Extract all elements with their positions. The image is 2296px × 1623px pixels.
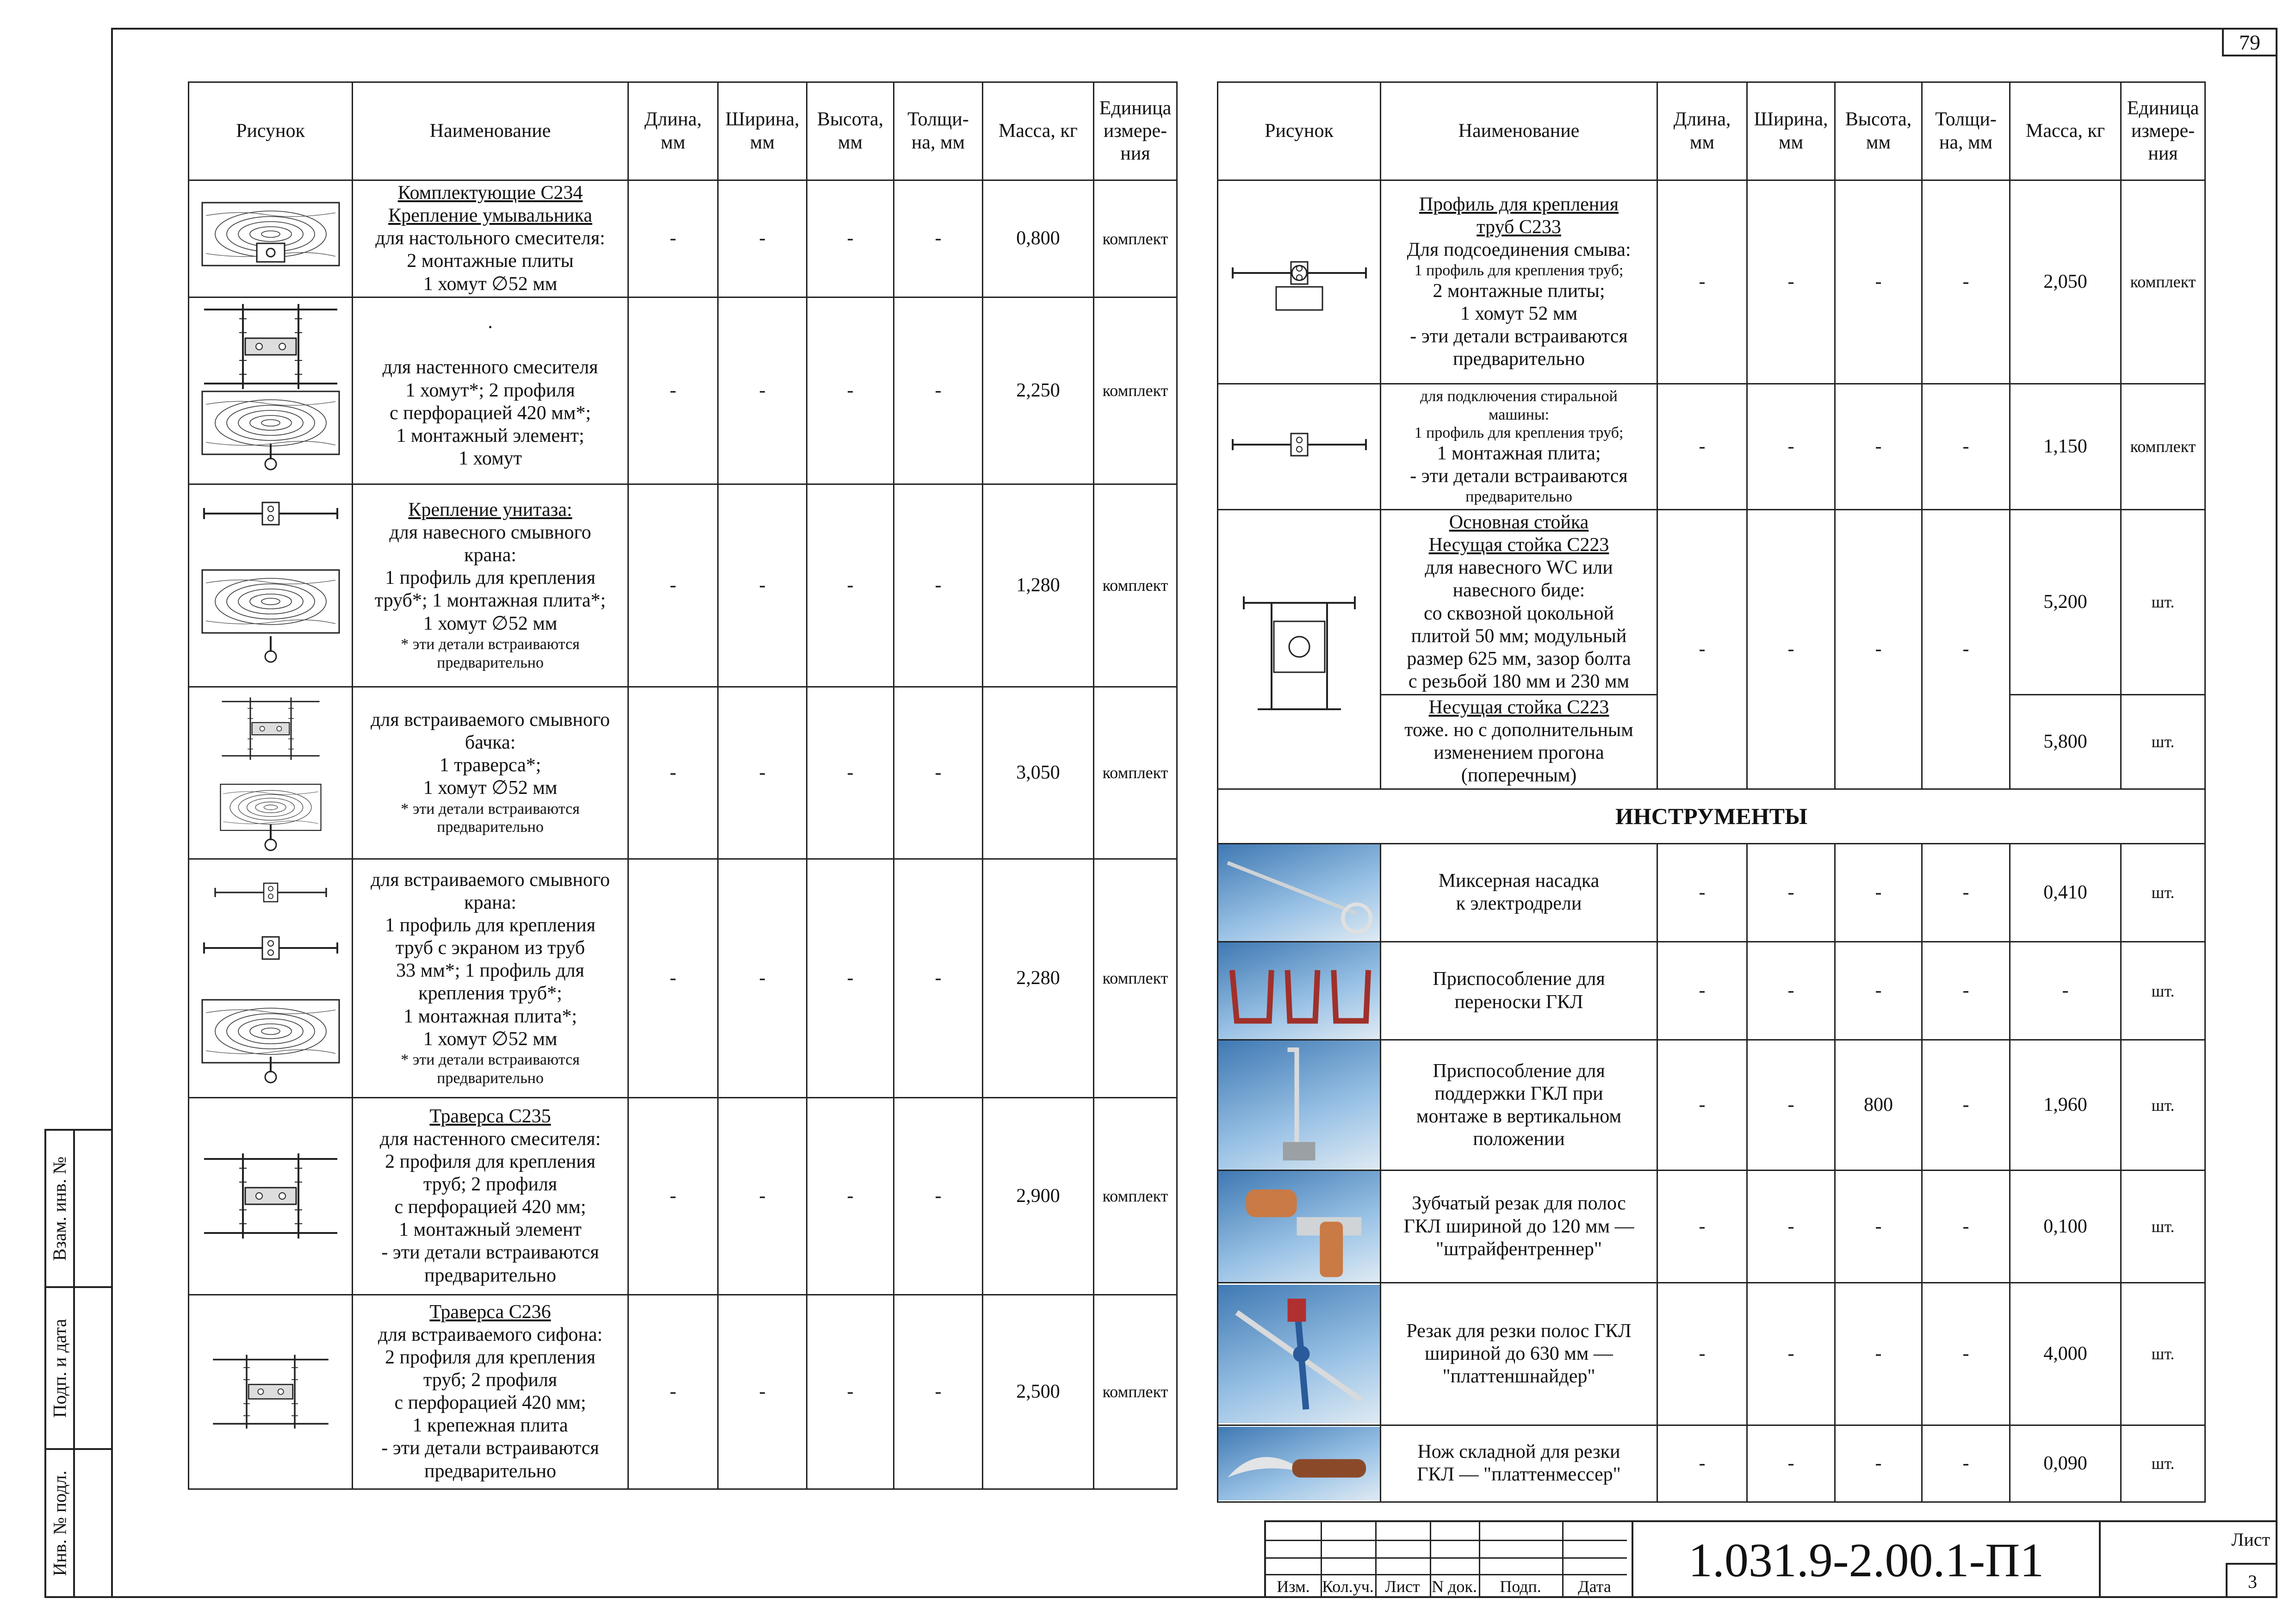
- item-line: бачка:: [465, 732, 516, 754]
- cell-height: -: [1835, 1425, 1922, 1502]
- item-title: Профиль для крепления: [1419, 193, 1619, 215]
- cell-mass: 5,800: [2010, 695, 2121, 789]
- cell-mass: 0,800: [983, 180, 1094, 297]
- item-line: для настенного смесителя:: [379, 1128, 601, 1150]
- cell-unit: шт.: [2121, 1040, 2205, 1171]
- item-line: Для подсоединения смыва:: [1407, 239, 1631, 260]
- item-line: труб*; 1 монтажная плита*;: [374, 590, 606, 612]
- header-unit: Единица измере-ния: [2121, 82, 2205, 180]
- item-line: 1 профиль для крепления: [385, 915, 596, 936]
- cell-unit: шт.: [2121, 510, 2205, 695]
- item-line: 1 монтажная плита;: [1437, 443, 1601, 465]
- tb-header-date: Дата: [1578, 1577, 1611, 1596]
- table-row: [1218, 180, 2205, 384]
- cell-unit: комплект: [1094, 297, 1177, 484]
- item-name: [1381, 1040, 1657, 1171]
- cell-mass: 2,050: [2010, 180, 2121, 384]
- item-name: [353, 180, 628, 297]
- cell-height: -: [807, 1097, 894, 1295]
- cell-mass: 2,900: [983, 1097, 1094, 1295]
- header-width: Ширина, мм: [718, 82, 807, 180]
- item-line: 2 профиля для крепления: [385, 1151, 596, 1172]
- sheet-label: Лист: [2231, 1529, 2270, 1550]
- item-line: предварительно: [1453, 348, 1585, 370]
- cell-thickness: -: [894, 1097, 983, 1295]
- item-line: поддержки ГКЛ при: [1434, 1083, 1603, 1104]
- item-note: предварительно: [437, 818, 544, 836]
- cell-thickness: -: [894, 484, 983, 687]
- item-name: [1381, 843, 1657, 942]
- cell-width: -: [1747, 1282, 1835, 1425]
- left-spec-table: [188, 81, 1178, 1490]
- cell-unit: комплект: [1094, 859, 1177, 1097]
- cell-thickness: -: [1922, 1171, 2010, 1282]
- stamp-cell-signature: [46, 1288, 111, 1450]
- item-line: переноски ГКЛ: [1454, 991, 1583, 1013]
- cell-height: -: [1835, 942, 1922, 1040]
- cell-length: -: [628, 1295, 718, 1489]
- table-row: [1218, 1425, 2205, 1502]
- cell-width: -: [718, 297, 807, 484]
- cell-mass: 1,280: [983, 484, 1094, 687]
- item-name: [353, 859, 628, 1097]
- cell-mass: 2,500: [983, 1295, 1094, 1489]
- table-row: [189, 297, 1177, 484]
- cell-mass: -: [2010, 942, 2121, 1040]
- photo-folding-knife: [1218, 1425, 1381, 1502]
- cell-mass: 4,000: [2010, 1282, 2121, 1425]
- cell-thickness: -: [1922, 843, 2010, 942]
- cell-unit: шт.: [2121, 1425, 2205, 1502]
- item-name: [1381, 384, 1657, 510]
- item-line: 1 хомут ∅52 мм: [423, 613, 558, 634]
- item-line: размер 625 мм, зазор болта: [1407, 648, 1631, 669]
- drawing-traverse-c236: [189, 1295, 353, 1489]
- item-line: Зубчатый резак для полос: [1412, 1193, 1626, 1214]
- item-line: к электродрели: [1456, 893, 1582, 915]
- cell-mass: 2,280: [983, 859, 1094, 1097]
- item-title: Крепление унитаза:: [408, 499, 572, 520]
- cell-length: -: [1657, 1171, 1747, 1282]
- item-line: для навесного WC или: [1425, 557, 1613, 579]
- header-length: Длина, мм: [628, 82, 718, 180]
- item-line: 1 хомут: [458, 447, 522, 469]
- cell-width: -: [1747, 942, 1835, 1040]
- table-row: [1218, 384, 2205, 510]
- drawing-traverse-c235: [189, 1097, 353, 1295]
- table-row: [189, 180, 1177, 297]
- cell-height: -: [1835, 180, 1922, 384]
- tb-header-count: Кол.уч.: [1322, 1577, 1374, 1596]
- drawing-support-stand-c223: [1218, 510, 1381, 789]
- item-line: "платтеншнайдер": [1442, 1365, 1595, 1387]
- table-row: [1218, 1282, 2205, 1425]
- cell-length: -: [1657, 180, 1747, 384]
- item-note: * эти детали встраиваются: [401, 635, 580, 653]
- item-line: 1 монтажная плита*;: [403, 1005, 577, 1027]
- cell-mass: 1,150: [2010, 384, 2121, 510]
- cell-height: -: [1835, 510, 1922, 789]
- item-title: Несущая стойка С223: [1428, 697, 1609, 718]
- item-line: для навесного смывного: [389, 522, 591, 544]
- item-name: [353, 1295, 628, 1489]
- item-line: для встраиваемого смывного: [370, 709, 610, 731]
- cell-width: -: [718, 687, 807, 859]
- item-note: предварительно: [437, 654, 544, 671]
- item-line: 1 профиль для крепления труб;: [1414, 424, 1624, 442]
- item-line: для настольного смесителя:: [375, 228, 605, 249]
- cell-width: -: [1747, 1425, 1835, 1502]
- cell-mass: 0,100: [2010, 1171, 2121, 1282]
- item-line: 2 монтажные плиты: [407, 250, 574, 272]
- header-mass: Масса, кг: [2010, 82, 2121, 180]
- photo-mixer-attachment: [1218, 843, 1381, 942]
- item-note: * эти детали встраиваются: [401, 1051, 580, 1068]
- item-line: предварительно: [424, 1264, 556, 1286]
- table-row: [189, 484, 1177, 687]
- sheet-number: 3: [2226, 1563, 2277, 1598]
- cell-unit: комплект: [1094, 484, 1177, 687]
- cell-thickness: -: [1922, 942, 2010, 1040]
- stamp-cell-replacement: [46, 1131, 111, 1288]
- item-line: со сквозной цокольной: [1423, 602, 1614, 624]
- table-row: [1218, 1040, 2205, 1171]
- item-name: [1381, 1171, 1657, 1282]
- item-line: труб с экраном из труб: [395, 937, 585, 959]
- item-note: предварительно: [437, 1069, 544, 1087]
- table-row: [189, 1295, 1177, 1489]
- cell-unit: шт.: [2121, 1282, 2205, 1425]
- photo-board-lifter: [1218, 1040, 1381, 1171]
- cell-length: -: [1657, 1282, 1747, 1425]
- header-name: Наименование: [1381, 82, 1657, 180]
- table-row: [1218, 942, 2205, 1040]
- stamp-label-signature: Подп. и дата: [49, 1319, 70, 1418]
- drawing-flush-valve-fixing: [189, 859, 353, 1097]
- item-line: монтаже в вертикальном: [1416, 1105, 1622, 1127]
- cell-length: -: [628, 1097, 718, 1295]
- item-line: - эти детали встраиваются: [381, 1242, 599, 1264]
- item-line: - эти детали встраиваются: [381, 1437, 599, 1459]
- item-line: шириной до 630 мм —: [1425, 1343, 1613, 1364]
- right-header-row: [1218, 82, 2205, 180]
- item-line: крана:: [464, 892, 516, 913]
- item-line: крана:: [464, 545, 516, 566]
- cell-unit: комплект: [1094, 180, 1177, 297]
- table-row: [1218, 1171, 2205, 1282]
- item-line: ГКЛ — "платтенмессер": [1417, 1464, 1621, 1486]
- page-number: 79: [2222, 28, 2277, 56]
- header-name: Наименование: [353, 82, 628, 180]
- cell-thickness: -: [894, 1295, 983, 1489]
- cell-height: -: [1835, 843, 1922, 942]
- cell-thickness: -: [1922, 510, 2010, 789]
- header-picture: Рисунок: [1218, 82, 1381, 180]
- photo-strip-cutter: [1218, 1171, 1381, 1282]
- cell-height: -: [807, 1295, 894, 1489]
- cell-height: -: [807, 484, 894, 687]
- tb-header-doc-number: N док.: [1432, 1577, 1477, 1596]
- cell-mass: 1,960: [2010, 1040, 2121, 1171]
- table-row: [1218, 510, 2205, 695]
- cell-height: -: [807, 297, 894, 484]
- photo-board-cutter: [1218, 1282, 1381, 1425]
- cell-thickness: -: [1922, 1425, 2010, 1502]
- table-row: [189, 859, 1177, 1097]
- drawing-washing-machine-fixing: [1218, 384, 1381, 510]
- item-note: * эти детали встраиваются: [401, 800, 580, 818]
- cell-length: -: [628, 297, 718, 484]
- header-thickness: Толщи-на, мм: [894, 82, 983, 180]
- item-line: положении: [1473, 1128, 1565, 1150]
- item-title: Основная стойка: [1449, 512, 1589, 533]
- table-row: [189, 1097, 1177, 1295]
- cell-width: -: [1747, 1040, 1835, 1171]
- cell-unit: комплект: [1094, 687, 1177, 859]
- item-line: для встраиваемого сифона:: [378, 1324, 603, 1345]
- item-line: изменением прогона: [1433, 742, 1604, 764]
- cell-width: -: [1747, 1171, 1835, 1282]
- header-width: Ширина, мм: [1747, 82, 1835, 180]
- item-line: .: [488, 311, 493, 333]
- item-line: 2 профиля для крепления: [385, 1346, 596, 1368]
- item-line: 1 монтажный элемент: [399, 1219, 582, 1241]
- item-line: с резьбой 180 мм и 230 мм: [1408, 670, 1630, 692]
- stamp-cell-inventory: [46, 1450, 111, 1596]
- table-row: [1218, 843, 2205, 942]
- cell-width: -: [1747, 384, 1835, 510]
- item-title: труб С233: [1477, 216, 1561, 238]
- cell-height: -: [807, 180, 894, 297]
- revision-grid: [1266, 1522, 1627, 1598]
- cell-width: -: [718, 859, 807, 1097]
- cell-length: -: [1657, 384, 1747, 510]
- item-line: с перфорацией 420 мм;: [394, 1392, 586, 1414]
- cell-unit: комплект: [2121, 384, 2205, 510]
- item-line: машины:: [1488, 406, 1550, 423]
- table-row: [189, 687, 1177, 859]
- cell-height: 800: [1835, 1040, 1922, 1171]
- cell-thickness: -: [894, 859, 983, 1097]
- cell-length: -: [628, 180, 718, 297]
- cell-height: -: [1835, 384, 1922, 510]
- cell-unit: шт.: [2121, 843, 2205, 942]
- cell-unit: шт.: [2121, 942, 2205, 1040]
- cell-length: -: [628, 484, 718, 687]
- cell-length: -: [1657, 510, 1747, 789]
- right-spec-table: [1217, 81, 2206, 1503]
- section-row-tools: [1218, 789, 2205, 843]
- item-line: 1 профиль для крепления труб;: [1414, 262, 1624, 279]
- item-name: [1381, 180, 1657, 384]
- item-name: [353, 1097, 628, 1295]
- item-line: 1 крепежная плита: [412, 1415, 568, 1437]
- item-line: навесного биде:: [1452, 580, 1585, 601]
- drawing-profile-c233: [1218, 180, 1381, 384]
- drawing-wc-fixing: [189, 484, 353, 687]
- cell-length: -: [628, 859, 718, 1097]
- cell-width: -: [1747, 180, 1835, 384]
- cell-height: -: [1835, 1282, 1922, 1425]
- item-line: 1 хомут ∅52 мм: [423, 777, 558, 799]
- item-line: плитой 50 мм; модульный: [1411, 625, 1627, 647]
- cell-thickness: -: [894, 180, 983, 297]
- title-block: [1264, 1520, 2277, 1598]
- photo-board-carrier: [1218, 942, 1381, 1040]
- drawing-wall-mixer: [189, 297, 353, 484]
- cell-width: -: [1747, 843, 1835, 942]
- item-title: Траверса С236: [429, 1301, 551, 1323]
- item-subtitle: Крепление умывальника: [388, 205, 592, 227]
- item-name: [1381, 510, 1657, 695]
- item-line: - эти детали встраиваются: [1410, 465, 1628, 487]
- item-line: (поперечным): [1461, 765, 1577, 787]
- item-name: [353, 297, 628, 484]
- section-title-tools: ИНСТРУМЕНТЫ: [1218, 789, 2205, 843]
- cell-length: -: [1657, 942, 1747, 1040]
- item-line: Резак для резки полос ГКЛ: [1406, 1320, 1632, 1342]
- cell-width: -: [1747, 510, 1835, 789]
- cell-thickness: -: [1922, 1282, 2010, 1425]
- header-unit: Единица измере-ния: [1094, 82, 1177, 180]
- item-name: [353, 484, 628, 687]
- cell-width: -: [718, 484, 807, 687]
- item-line: тоже. но с дополнительным: [1404, 719, 1633, 741]
- item-line: ГКЛ шириной до 120 мм —: [1403, 1215, 1634, 1237]
- item-line: труб; 2 профиля: [423, 1369, 558, 1391]
- item-line: "штрайфентреннер": [1435, 1238, 1602, 1260]
- item-line: 2 монтажные плиты;: [1433, 280, 1605, 302]
- item-line: 1 монтажный элемент;: [396, 425, 584, 446]
- cell-height: -: [1835, 1171, 1922, 1282]
- item-name: [1381, 1425, 1657, 1502]
- item-name: [353, 687, 628, 859]
- item-line: 1 хомут ∅52 мм: [423, 1028, 558, 1050]
- item-line: крепления труб*;: [418, 983, 562, 1004]
- cell-mass: 5,200: [2010, 510, 2121, 695]
- cell-thickness: -: [1922, 1040, 2010, 1171]
- drawing-washbasin-fixing: [189, 180, 353, 297]
- item-line: 1 профиль для крепления: [385, 567, 596, 589]
- item-line: с перфорацией 420 мм*;: [389, 402, 591, 424]
- cell-width: -: [718, 1097, 807, 1295]
- item-line: с перфорацией 420 мм;: [394, 1196, 586, 1218]
- item-line: для настенного смесителя: [382, 357, 598, 378]
- item-line: для встраиваемого смывного: [370, 869, 610, 891]
- header-thickness: Толщи-на, мм: [1922, 82, 2010, 180]
- item-name: [1381, 1282, 1657, 1425]
- cell-width: -: [718, 180, 807, 297]
- item-line: Миксерная насадка: [1438, 870, 1600, 892]
- item-line: 1 хомут ∅52 мм: [423, 273, 558, 295]
- cell-thickness: -: [1922, 384, 2010, 510]
- item-name: [1381, 942, 1657, 1040]
- item-line: предварительно: [1465, 488, 1572, 506]
- tb-header-signature: Подп.: [1500, 1577, 1541, 1596]
- cell-mass: 2,250: [983, 297, 1094, 484]
- header-picture: Рисунок: [189, 82, 353, 180]
- stamp-label-inventory: Инв. № подл.: [49, 1470, 70, 1576]
- cell-mass: 0,410: [2010, 843, 2121, 942]
- left-header-row: [189, 82, 1177, 180]
- cell-unit: шт.: [2121, 695, 2205, 789]
- tb-header-sheet: Лист: [1385, 1577, 1420, 1596]
- cell-length: -: [1657, 1425, 1747, 1502]
- item-title: Несущая стойка С223: [1428, 534, 1609, 556]
- item-line: 33 мм*; 1 профиль для: [396, 960, 584, 982]
- item-line: Приспособление для: [1433, 968, 1605, 990]
- sheet-box: [2099, 1522, 2277, 1598]
- item-line: труб; 2 профиля: [423, 1174, 558, 1195]
- item-line: Нож складной для резки: [1417, 1441, 1620, 1463]
- cell-height: -: [807, 859, 894, 1097]
- item-line: - эти детали встраиваются: [1410, 326, 1628, 347]
- margin-stamp: [44, 1129, 113, 1598]
- cell-unit: комплект: [1094, 1295, 1177, 1489]
- cell-unit: комплект: [2121, 180, 2205, 384]
- cell-length: -: [628, 687, 718, 859]
- drawing-cistern-fixing: [189, 687, 353, 859]
- tb-header-change: Изм.: [1277, 1577, 1310, 1596]
- item-line: Приспособление для: [1433, 1060, 1605, 1082]
- item-line: предварительно: [424, 1460, 556, 1482]
- cell-length: -: [1657, 1040, 1747, 1171]
- item-line: 1 траверса*;: [439, 755, 541, 776]
- header-mass: Масса, кг: [983, 82, 1094, 180]
- item-name: [1381, 695, 1657, 789]
- cell-length: -: [1657, 843, 1747, 942]
- stamp-label-replacement: Взам. инв. №: [49, 1156, 70, 1261]
- cell-thickness: -: [894, 687, 983, 859]
- cell-height: -: [807, 687, 894, 859]
- item-line: 1 хомут 52 мм: [1460, 303, 1578, 324]
- cell-mass: 3,050: [983, 687, 1094, 859]
- header-height: Высота, мм: [807, 82, 894, 180]
- item-line: [355, 334, 626, 356]
- cell-mass: 0,090: [2010, 1425, 2121, 1502]
- header-height: Высота, мм: [1835, 82, 1922, 180]
- item-line: 1 хомут*; 2 профиля: [405, 379, 575, 401]
- cell-width: -: [718, 1295, 807, 1489]
- cell-unit: шт.: [2121, 1171, 2205, 1282]
- item-title: Траверса С235: [429, 1105, 551, 1127]
- cell-thickness: -: [1922, 180, 2010, 384]
- header-length: Длина, мм: [1657, 82, 1747, 180]
- cell-thickness: -: [894, 297, 983, 484]
- item-title: Комплектующие С234: [397, 182, 583, 204]
- item-line: для подключения стиральной: [1420, 387, 1618, 405]
- document-code: 1.031.9-2.00.1-П1: [1632, 1522, 2099, 1598]
- cell-unit: комплект: [1094, 1097, 1177, 1295]
